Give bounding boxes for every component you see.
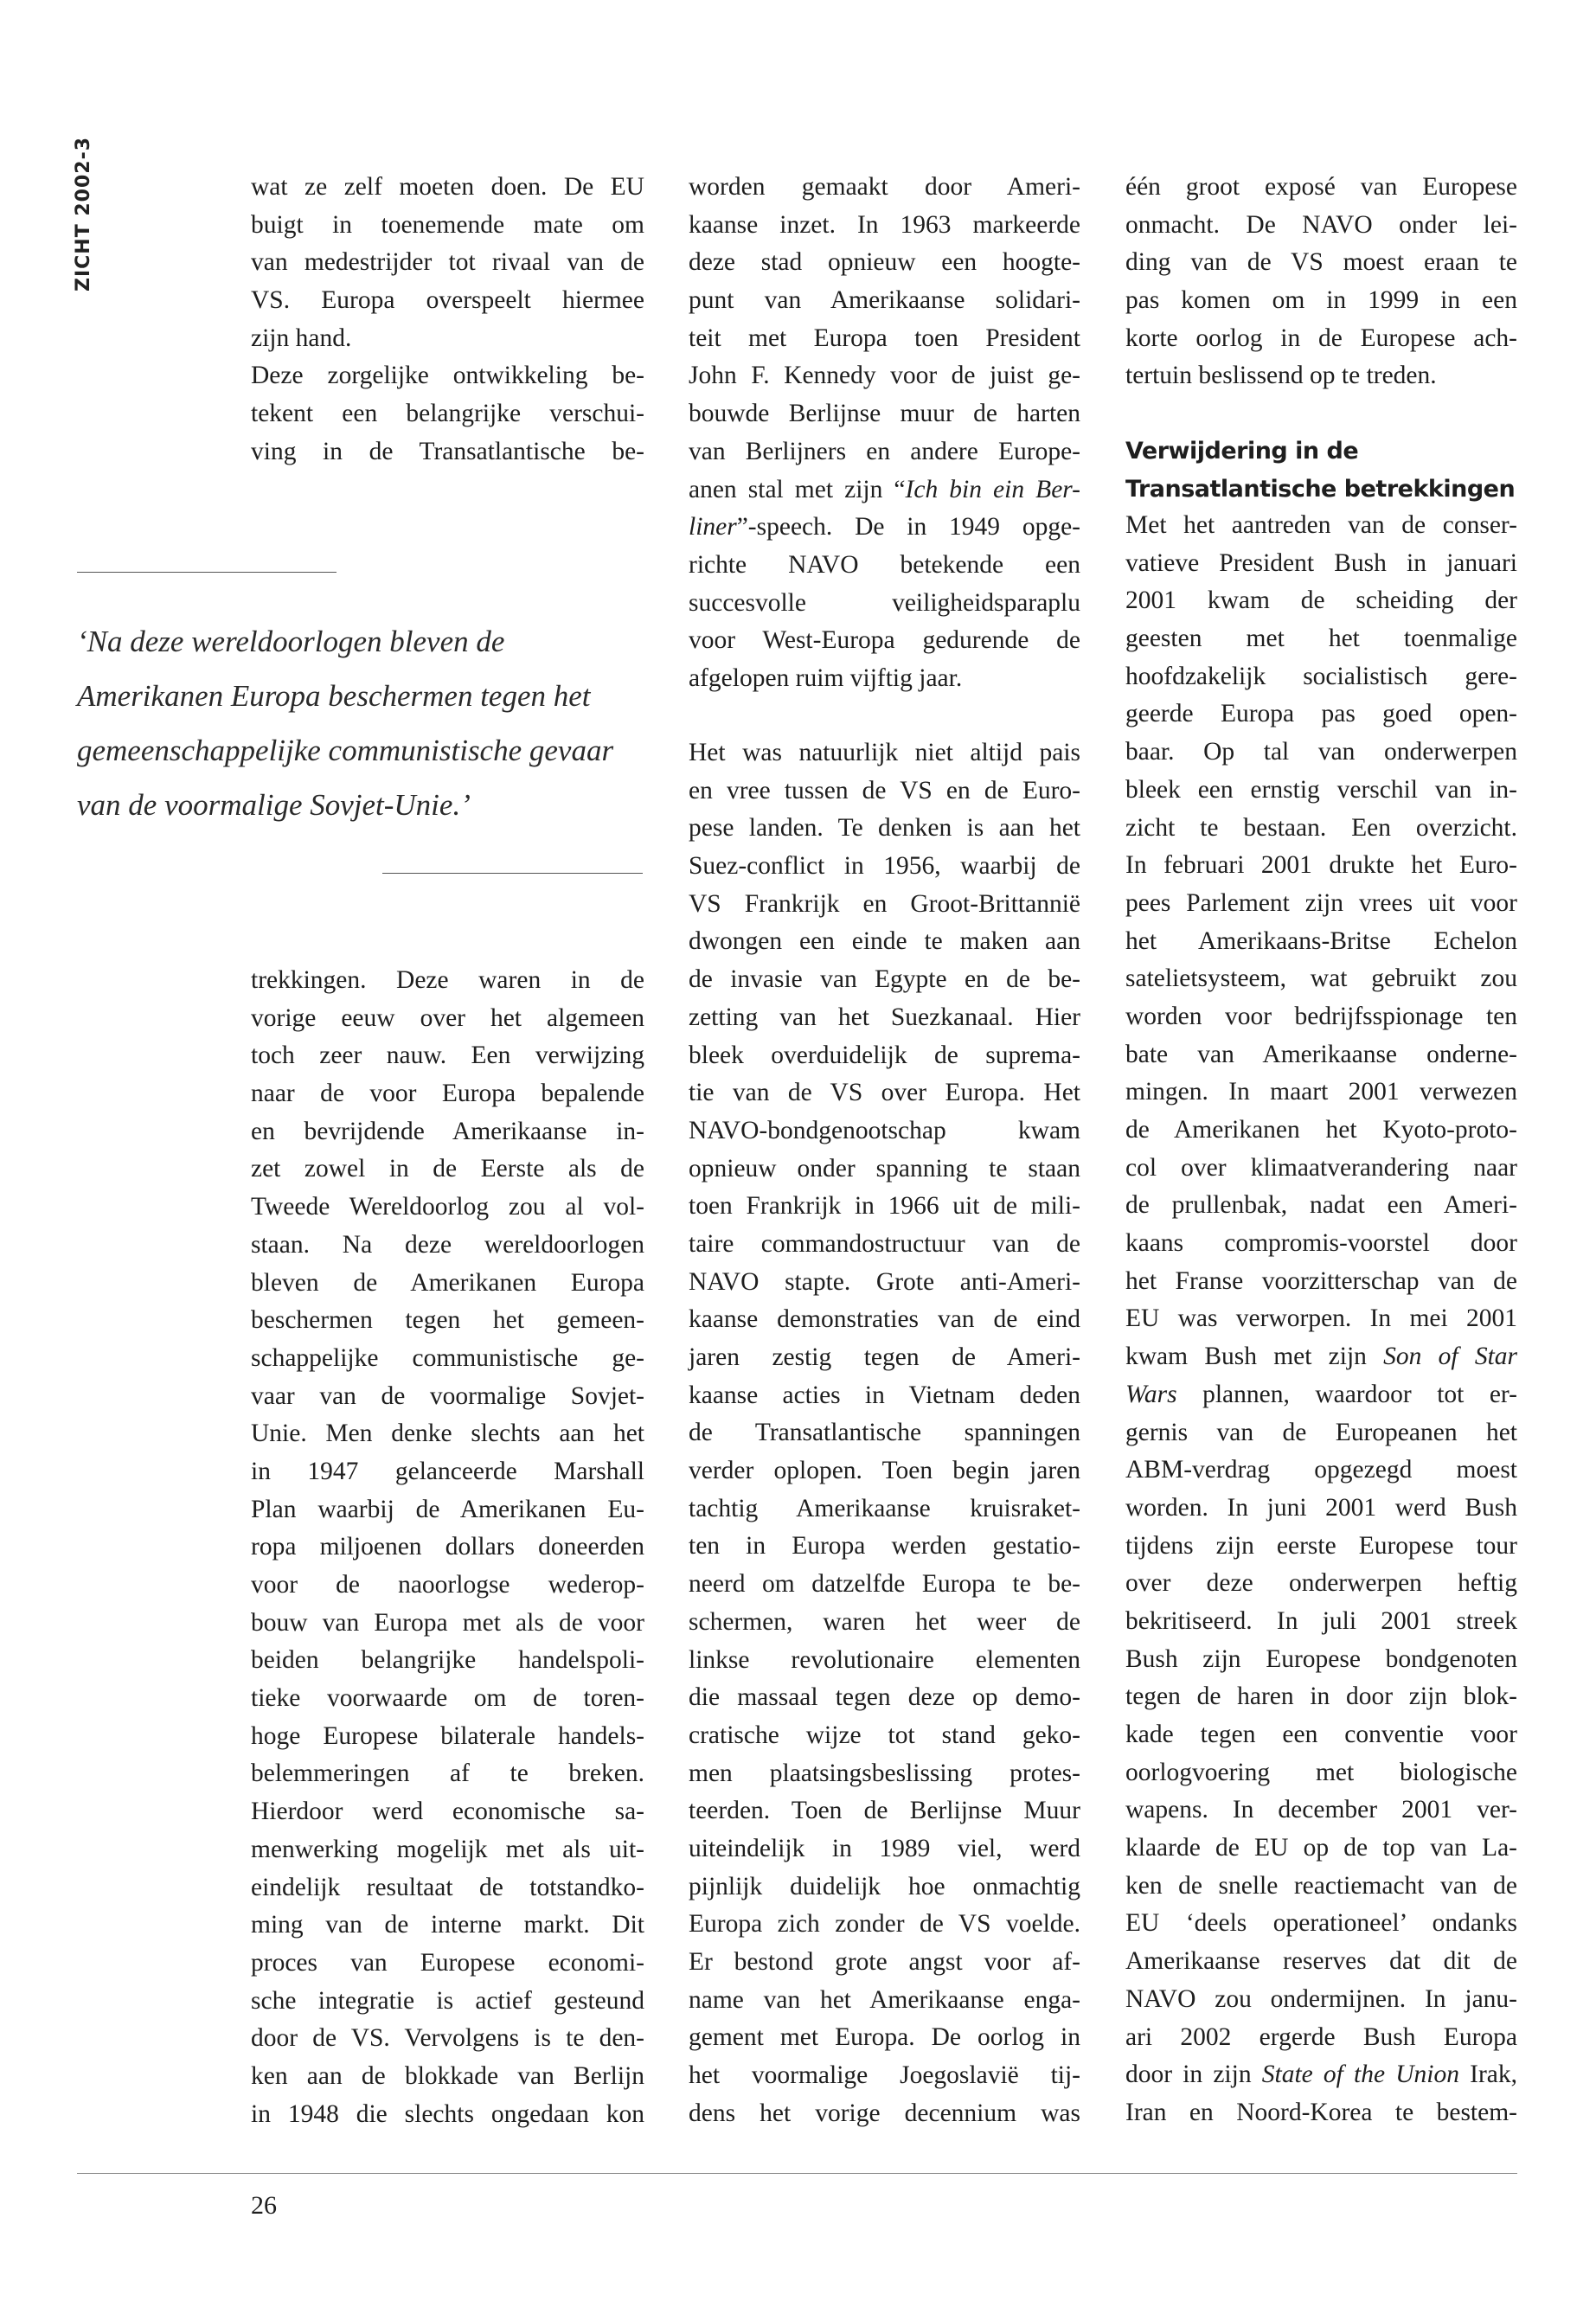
text-line: dwongen een einde te maken aan — [689, 927, 1080, 956]
column-2-bottom-text — [689, 734, 1080, 2132]
text-line: ming van de interne markt. Dit — [251, 1911, 644, 1939]
text-line: bleek een ernstig verschil van in- — [1125, 775, 1517, 804]
text-line: ken aan de blokkade van Berlijn — [251, 2061, 644, 2090]
pull-quote-line: ‘Na deze wereldoorlogen bleven de — [77, 625, 505, 658]
text-line: vaar van de voormalige Sovjet- — [251, 1381, 644, 1410]
text-line: VS. Europa overspeelt hiermee — [251, 286, 644, 315]
text-line: bleek overduidelijk de suprema- — [689, 1041, 1080, 1069]
text-line: bouwde Berlijnse muur de harten — [689, 400, 1080, 428]
text-line: ken de snelle reactiemacht van de — [1125, 1871, 1517, 1900]
text-line: sche integratie is actief gesteund — [251, 1986, 644, 2015]
text-line: staan. Na deze wereldoorlogen — [251, 1230, 644, 1259]
text-line: zicht te bestaan. Een overzicht. — [1125, 813, 1517, 842]
text-line: bekritiseerd. In juli 2001 streek — [1125, 1606, 1517, 1635]
text-line: men plaatsingsbeslissing protes- — [689, 1759, 1080, 1787]
text-line: tertuin beslissend op te treden. — [1125, 362, 1437, 390]
text-line: EU was verworpen. In mei 2001 — [1125, 1304, 1517, 1333]
text-line: toch zeer nauw. Een verwijzing — [251, 1042, 644, 1070]
text-line: anen stal met zijn “Ich bin ein Ber- — [689, 475, 1080, 503]
text-line: en bevrijdende Amerikaanse in- — [251, 1117, 644, 1145]
text-line: gernis van de Europeanen het — [1125, 1418, 1517, 1446]
pull-quote-line: gemeenschappelijke communistische gevaar — [77, 734, 614, 767]
text-line: Plan waarbij de Amerikanen Eu- — [251, 1495, 644, 1523]
text-line: Deze zorgelijke ontwikkeling be- — [251, 362, 644, 390]
text-line: kaanse inzet. In 1963 markeerde — [689, 210, 1080, 239]
pull-quote — [77, 614, 665, 832]
text-line: liner”-speech. De in 1949 opge- — [689, 513, 1080, 542]
text-line: schappelijke communistische ge- — [251, 1343, 644, 1372]
text-line: VS Frankrijk en Groot-Brittannië — [689, 889, 1080, 918]
italic-text: State of the Union — [1261, 2061, 1459, 2089]
text-line: proces van Europese economi- — [251, 1948, 644, 1977]
text-line: EU ‘deels operationeel’ ondanks — [1125, 1909, 1517, 1938]
text-line: één groot exposé van Europese — [1125, 173, 1517, 201]
text-line: Tweede Wereldoorlog zou al vol- — [251, 1193, 644, 1221]
text-line: NAVO zou ondermijnen. In janu- — [1125, 1984, 1517, 2013]
quote-top-rule — [77, 572, 337, 573]
text-line: over deze onderwerpen heftig — [1125, 1569, 1517, 1598]
text-line: gement met Europa. De oorlog in — [689, 2023, 1080, 2052]
text-line: ropa miljoenen dollars doneerden — [251, 1533, 644, 1561]
text-line: beschermen tegen het gemeen- — [251, 1306, 644, 1335]
text-line: zet zowel in de Eerste als de — [251, 1155, 644, 1183]
text-line: linkse revolutionaire elementen — [689, 1645, 1080, 1674]
text-line: Unie. Men denke slechts aan het — [251, 1420, 644, 1448]
text-line: bouw van Europa met als de voor — [251, 1608, 644, 1637]
text-line: kaans compromis-voorstel door — [1125, 1229, 1517, 1258]
text-line: de Transatlantische spanningen — [689, 1419, 1080, 1447]
text-line: mingen. In maart 2001 verwezen — [1125, 1078, 1517, 1106]
text-line: klaarde de EU op de top van La- — [1125, 1834, 1517, 1862]
text-line: tieke voorwaarde om de toren- — [251, 1684, 644, 1713]
text-line: taire commandostructuur van de — [689, 1229, 1080, 1258]
text-line: col over klimaatverandering naar — [1125, 1153, 1517, 1182]
text-line: eindelijk resultaat de totstandko- — [251, 1873, 644, 1901]
text-line: In februari 2001 drukte het Euro- — [1125, 851, 1517, 880]
text-line: en vree tussen de VS en de Euro- — [689, 776, 1080, 804]
footer-rule — [77, 2173, 1517, 2174]
page-number: 26 — [251, 2191, 277, 2220]
text-line: van medestrijder tot rivaal van de — [251, 248, 644, 277]
text-line: vorige eeuw over het algemeen — [251, 1003, 644, 1032]
text-line: hoge Europese bilaterale handels- — [251, 1721, 644, 1750]
text-line: Het was natuurlijk niet altijd pais — [689, 739, 1080, 766]
text-line: pijnlijk duidelijk hoe onmachtig — [689, 1872, 1080, 1900]
text-line: NAVO-bondgenootschap kwam — [689, 1116, 1080, 1144]
text-line: Wars plannen, waardoor tot er- — [1125, 1380, 1517, 1408]
text-line: neerd om datzelfde Europa te be- — [689, 1570, 1080, 1599]
text-line: NAVO stapte. Grote anti-Ameri- — [689, 1267, 1080, 1296]
text-line: tegen de haren in door zijn blok- — [1125, 1682, 1517, 1711]
column-3-bottom-text — [1125, 507, 1517, 2132]
text-line: belemmeringen af te breken. — [251, 1759, 644, 1788]
italic-text: Wars — [1125, 1380, 1177, 1408]
text-line: kade tegen een conventie voor — [1125, 1721, 1517, 1748]
text-line: worden gemaakt door Ameri- — [689, 173, 1080, 201]
text-line: deze stad opnieuw een hoogte- — [689, 248, 1080, 277]
text-line: Europa zich zonder de VS voelde. — [689, 1910, 1080, 1939]
text-line: afgelopen ruim vijftig jaar. — [689, 663, 963, 692]
text-line: jaren zestig tegen de Ameri- — [689, 1343, 1080, 1371]
text-line: zetting van het Suezkanaal. Hier — [689, 1003, 1080, 1031]
text-line: naar de voor Europa bepalende — [251, 1080, 644, 1108]
text-line: korte oorlog in de Europese ach- — [1125, 324, 1517, 352]
text-line: de prullenbak, nadat een Ameri- — [1125, 1191, 1517, 1220]
text-line: bleven de Amerikanen Europa — [251, 1268, 644, 1297]
italic-text: liner — [689, 513, 737, 542]
text-line: voor West-Europa gedurende de — [689, 626, 1080, 655]
text-line: de Amerikanen het Kyoto-proto- — [1125, 1116, 1517, 1144]
text-line: door de VS. Vervolgens is te den- — [251, 2024, 644, 2053]
section-heading — [1125, 433, 1515, 508]
text-line: worden voor bedrijfsspionage ten — [1125, 1002, 1517, 1030]
text-line: tachtig Amerikaanse kruisraket- — [689, 1494, 1080, 1522]
text-line: punt van Amerikaanse solidari- — [689, 286, 1080, 315]
text-line: wat ze zelf moeten doen. De EU — [251, 173, 644, 201]
text-line: wapens. In december 2001 ver- — [1125, 1796, 1517, 1824]
text-line: geesten met het toenmalige — [1125, 625, 1517, 653]
text-line: Amerikaanse reserves dat dit de — [1125, 1947, 1517, 1976]
column-1-bottom-text — [251, 962, 644, 2133]
text-line: tekent een belangrijke verschui- — [251, 400, 644, 428]
text-line: ABM-verdrag opgezegd moest — [1125, 1456, 1517, 1484]
text-line: beiden belangrijke handelspoli- — [251, 1646, 644, 1675]
text-line: kaanse demonstraties van de eind — [689, 1305, 1080, 1334]
text-line: vatieve President Bush in januari — [1125, 548, 1517, 577]
column-2-top-text — [689, 169, 1080, 698]
text-line: bate van Amerikaanse onderne- — [1125, 1040, 1517, 1068]
section-heading-line: Transatlantische betrekkingen — [1125, 475, 1516, 503]
italic-text: Son of Star — [1383, 1343, 1517, 1371]
text-line: menwerking mogelijk met als uit- — [251, 1835, 644, 1863]
italic-text: Ich bin ein Ber- — [905, 475, 1080, 503]
section-heading-line: Verwijdering in de — [1125, 438, 1359, 465]
text-line: toen Frankrijk in 1966 uit de mili- — [689, 1192, 1080, 1221]
text-line: Hierdoor werd economische sa- — [251, 1798, 644, 1826]
column-3-top-text — [1125, 169, 1517, 395]
text-line: ving in de Transatlantische be- — [251, 437, 644, 465]
text-line: kaanse acties in Vietnam deden — [689, 1381, 1080, 1409]
text-line: tie van de VS over Europa. Het — [689, 1079, 1080, 1107]
text-line: die massaal tegen deze op demo- — [689, 1683, 1080, 1712]
text-line: succesvolle veiligheidsparaplu — [689, 588, 1080, 617]
text-line: richte NAVO betekende een — [689, 550, 1080, 579]
text-line: pees Parlement zijn vrees uit voor — [1125, 888, 1517, 917]
text-line: tijdens zijn eerste Europese tour — [1125, 1531, 1517, 1560]
text-line: de invasie van Egypte en de be- — [689, 965, 1080, 994]
text-line: ten in Europa werden gestatio- — [689, 1532, 1080, 1561]
text-line: Er bestond grote angst voor af- — [689, 1948, 1080, 1976]
text-line: verder oplopen. Toen begin jaren — [689, 1457, 1080, 1485]
text-line: voor de naoorlogse wederop- — [251, 1571, 644, 1599]
text-line: in 1948 die slechts ongedaan kon — [251, 2099, 644, 2128]
text-line: geerde Europa pas goed open- — [1125, 700, 1517, 728]
text-line: Bush zijn Europese bondgenoten — [1125, 1644, 1517, 1673]
text-line: ding van de VS moest eraan te — [1125, 248, 1517, 277]
text-line: satelietsysteem, wat gebruikt zou — [1125, 965, 1517, 993]
text-line: 2001 kwam de scheiding der — [1125, 586, 1517, 615]
text-line: John F. Kennedy voor de juist ge- — [689, 362, 1080, 390]
text-line: baar. Op tal van onderwerpen — [1125, 738, 1517, 766]
text-line: hoofdzakelijk socialistisch gere- — [1125, 662, 1517, 690]
quote-bottom-rule — [382, 873, 643, 874]
column-1-top-text — [251, 169, 644, 471]
text-line: het Franse voorzitterschap van de — [1125, 1266, 1517, 1295]
text-line: buigt in toenemende mate om — [251, 210, 644, 239]
text-line: onmacht. De NAVO onder lei- — [1125, 210, 1517, 239]
text-line: opnieuw onder spanning te staan — [689, 1154, 1080, 1183]
text-line: cratische wijze tot stand geko- — [689, 1721, 1080, 1749]
text-line: trekkingen. Deze waren in de — [251, 966, 644, 994]
text-line: van Berlijners en andere Europe- — [689, 437, 1080, 465]
text-line: in 1947 gelanceerde Marshall — [251, 1457, 644, 1485]
text-line: Suez-conflict in 1956, waarbij de — [689, 852, 1080, 881]
pull-quote-line: van de voormalige Sovjet-Unie.’ — [77, 788, 471, 822]
running-head: ZICHT 2002-3 — [73, 136, 94, 292]
text-line: ari 2002 ergerde Bush Europa — [1125, 2022, 1517, 2051]
pull-quote-line: Amerikanen Europa beschermen tegen het — [77, 679, 591, 713]
text-line: pas komen om in 1999 in een — [1125, 286, 1517, 315]
text-line: Iran en Noord-Korea te bestem- — [1125, 2098, 1517, 2126]
text-line: dens het vorige decennium was — [689, 2099, 1080, 2127]
text-line: uiteindelijk in 1989 viel, werd — [689, 1834, 1080, 1862]
text-line: zijn hand. — [251, 324, 352, 352]
text-line: teerden. Toen de Berlijnse Muur — [689, 1797, 1080, 1825]
text-line: worden. In juni 2001 werd Bush — [1125, 1493, 1517, 1522]
text-line: kwam Bush met zijn Son of Star — [1125, 1343, 1517, 1371]
text-line: het voormalige Joegoslavië tij- — [689, 2061, 1080, 2090]
text-line: pese landen. Te denken is aan het — [689, 814, 1080, 843]
text-line: teit met Europa toen President — [689, 324, 1080, 352]
text-line: oorlogvoering met biologische — [1125, 1758, 1517, 1786]
text-line: name van het Amerikaanse enga- — [689, 1985, 1080, 2014]
text-line: schermen, waren het weer de — [689, 1607, 1080, 1636]
text-line: Met het aantreden van de conser- — [1125, 511, 1517, 539]
text-line: het Amerikaans-Britse Echelon — [1125, 926, 1517, 955]
text-line: door in zijn State of the Union Irak, — [1125, 2061, 1517, 2089]
